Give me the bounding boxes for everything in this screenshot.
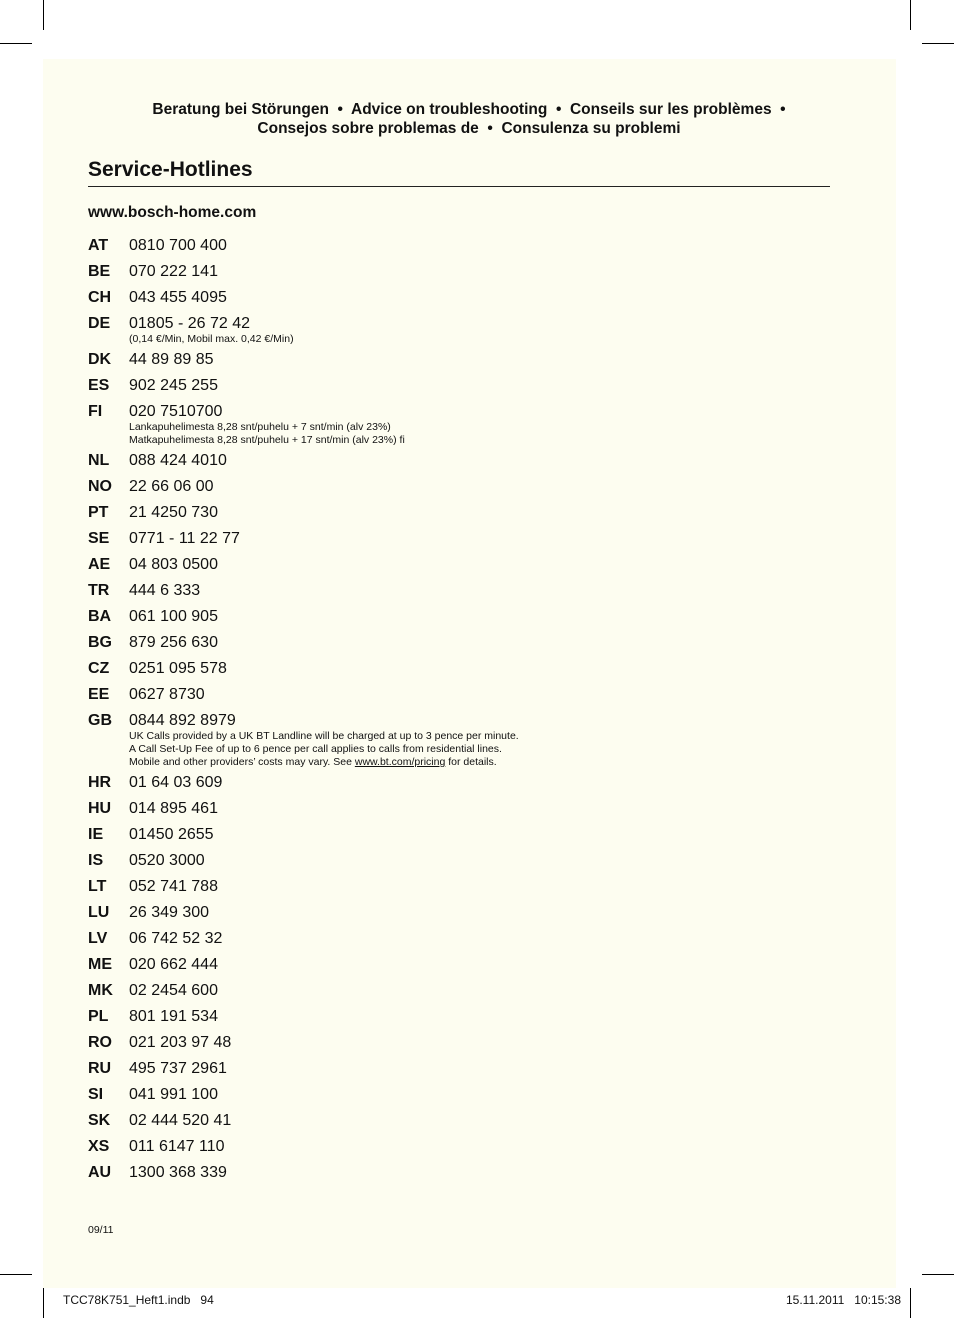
- hotline-row: [88, 774, 828, 795]
- hotline-row: [88, 1138, 828, 1159]
- country-code: RU: [88, 1060, 112, 1077]
- phone-number: 070 222 141: [129, 263, 218, 280]
- country-code: DE: [88, 315, 111, 332]
- phone-number: 0520 3000: [129, 852, 205, 869]
- country-code: PT: [88, 504, 109, 521]
- hotline-entry: [88, 556, 828, 577]
- note-line: Matkapuhelimesta 8,28 snt/puhelu + 17 snt/min (alv 23%) fi: [129, 434, 405, 446]
- hotline-note: [129, 333, 828, 346]
- hotline-row: [88, 478, 828, 499]
- crop-mark: [910, 0, 911, 30]
- country-code: ME: [88, 956, 112, 973]
- country-code: MK: [88, 982, 113, 999]
- phone-number: 1300 368 339: [129, 1164, 227, 1181]
- hotline-row: [88, 982, 828, 1003]
- crop-mark: [922, 1274, 954, 1275]
- hotline-row: [88, 956, 828, 977]
- phone-number: 444 6 333: [129, 582, 201, 599]
- hotline-row: [88, 686, 828, 707]
- crop-mark: [0, 43, 32, 44]
- hotline-entry: [88, 403, 828, 447]
- hotline-row: [88, 1112, 828, 1133]
- footer-file-info: TCC78K751_Heft1.indb 94: [63, 1293, 214, 1307]
- hotline-entry: [88, 289, 828, 310]
- hotline-entry: [88, 1086, 828, 1107]
- hotline-entry: [88, 478, 828, 499]
- hotline-entry: [88, 504, 828, 525]
- country-code: LU: [88, 904, 110, 921]
- website-link[interactable]: www.bosch-home.com: [88, 204, 257, 221]
- note-text: for details.: [445, 756, 497, 768]
- phone-number: 22 66 06 00: [129, 478, 214, 495]
- hotline-entry: [88, 852, 828, 873]
- phone-number: 04 803 0500: [129, 556, 218, 573]
- country-code: GB: [88, 712, 112, 729]
- country-code: HU: [88, 800, 112, 817]
- page-title: Service-Hotlines: [88, 158, 830, 187]
- hotline-row: [88, 878, 828, 899]
- hotline-entry: [88, 377, 828, 398]
- hotline-row: [88, 377, 828, 398]
- note-line: [129, 756, 828, 769]
- phone-number: 014 895 461: [129, 800, 218, 817]
- hotline-row: [88, 1164, 828, 1185]
- hotline-entry: [88, 660, 828, 681]
- phone-number: 06 742 52 32: [129, 930, 223, 947]
- note-text: Mobile and other providers’ costs may vary. See: [129, 756, 355, 768]
- hotline-row: [88, 452, 828, 473]
- country-code: AT: [88, 237, 109, 254]
- hotline-entry: [88, 1112, 828, 1133]
- phone-number: 043 455 4095: [129, 289, 227, 306]
- phone-number: 0251 095 578: [129, 660, 227, 677]
- country-code: SK: [88, 1112, 111, 1129]
- crop-mark: [910, 1288, 911, 1318]
- phone-number: 011 6147 110: [129, 1138, 225, 1155]
- date-code: 09/11: [88, 1224, 114, 1236]
- hotline-entry: [88, 686, 828, 707]
- phone-number: 020 662 444: [129, 956, 218, 973]
- hotline-row: [88, 904, 828, 925]
- country-code: NO: [88, 478, 112, 495]
- country-code: LT: [88, 878, 107, 895]
- country-code: RO: [88, 1034, 112, 1051]
- country-code: XS: [88, 1138, 110, 1155]
- hotline-entry: [88, 930, 828, 951]
- phone-number: 0627 8730: [129, 686, 205, 703]
- hotline-entry: [88, 351, 828, 372]
- phone-number: 088 424 4010: [129, 452, 227, 469]
- country-code: BE: [88, 263, 111, 280]
- hotline-row: [88, 582, 828, 603]
- phone-number: 0771 - 11 22 77: [129, 530, 240, 547]
- note-line: (0,14 €/Min, Mobil max. 0,42 €/Min): [129, 333, 294, 345]
- pricing-link[interactable]: www.bt.com/pricing: [354, 756, 446, 768]
- hotline-entry: [88, 263, 828, 284]
- country-code: NL: [88, 452, 110, 469]
- hotline-entry: [88, 1138, 828, 1159]
- hotline-row: [88, 504, 828, 525]
- hotline-row: [88, 237, 828, 258]
- header-line-2: Consejos sobre problemas de • Consulenza su problemi: [257, 120, 681, 137]
- phone-number: 495 737 2961: [129, 1060, 227, 1077]
- hotline-row: [88, 660, 828, 681]
- hotline-note: [129, 421, 828, 447]
- hotline-entry: [88, 452, 828, 473]
- country-code: SE: [88, 530, 110, 547]
- hotline-entry: [88, 904, 828, 925]
- hotline-row: [88, 289, 828, 310]
- country-code: LV: [88, 930, 108, 947]
- hotline-row: [88, 634, 828, 655]
- hotline-row: [88, 1034, 828, 1055]
- crop-mark: [43, 0, 44, 30]
- phone-number: 061 100 905: [129, 608, 218, 625]
- hotline-entry: [88, 315, 828, 346]
- hotline-entry: [88, 712, 828, 769]
- hotline-entry: [88, 634, 828, 655]
- country-code: AE: [88, 556, 111, 573]
- country-code: HR: [88, 774, 112, 791]
- hotline-entry: [88, 237, 828, 258]
- phone-number: 041 991 100: [129, 1086, 218, 1103]
- country-code: CH: [88, 289, 112, 306]
- country-code: IS: [88, 852, 104, 869]
- country-code: EE: [88, 686, 110, 703]
- crop-mark: [922, 43, 954, 44]
- phone-number: 020 7510700: [129, 403, 223, 420]
- phone-number: 26 349 300: [129, 904, 210, 921]
- hotline-row: [88, 826, 828, 847]
- phone-number: 879 256 630: [129, 634, 218, 651]
- hotline-entry: [88, 774, 828, 795]
- hotline-entry: [88, 608, 828, 629]
- phone-number: 44 89 89 85: [129, 351, 214, 368]
- note-line: A Call Set-Up Fee of up to 6 pence per call applies to calls from residential lines.: [129, 743, 502, 755]
- crop-mark: [0, 1274, 32, 1275]
- hotline-entry: [88, 530, 828, 551]
- hotline-entry: [88, 956, 828, 977]
- hotline-entry: [88, 982, 828, 1003]
- hotline-entry: [88, 878, 828, 899]
- country-code: AU: [88, 1164, 112, 1181]
- country-code: PL: [88, 1008, 109, 1025]
- country-code: IE: [88, 826, 104, 843]
- phone-number: 052 741 788: [129, 878, 218, 895]
- hotline-row: [88, 556, 828, 577]
- page-header: [60, 100, 878, 138]
- hotline-list: [88, 237, 828, 1190]
- footer-timestamp: 15.11.2011 10:15:38: [786, 1293, 901, 1307]
- phone-number: 801 191 534: [129, 1008, 218, 1025]
- hotline-row: [88, 263, 828, 284]
- hotline-row: [88, 608, 828, 629]
- country-code: TR: [88, 582, 110, 599]
- hotline-entry: [88, 582, 828, 603]
- country-code: DK: [88, 351, 112, 368]
- crop-mark: [43, 1288, 44, 1318]
- phone-number: 02 444 520 41: [129, 1112, 232, 1129]
- country-code: FI: [88, 403, 103, 420]
- phone-number: 01805 - 26 72 42: [129, 315, 250, 332]
- hotline-row: [88, 530, 828, 551]
- hotline-entry: [88, 1008, 828, 1029]
- header-line-1: Beratung bei Störungen • Advice on troubleshooting • Conseils sur les problèmes •: [152, 101, 786, 118]
- country-code: BG: [88, 634, 112, 651]
- hotline-entry: [88, 826, 828, 847]
- phone-number: 902 245 255: [129, 377, 218, 394]
- country-code: BA: [88, 608, 112, 625]
- phone-number: 021 203 97 48: [129, 1034, 232, 1051]
- hotline-row: [88, 1008, 828, 1029]
- country-code: CZ: [88, 660, 110, 677]
- phone-number: 0844 892 8979: [129, 712, 236, 729]
- note-line: UK Calls provided by a UK BT Landline will be charged at up to 3 pence per minute.: [129, 730, 519, 742]
- hotline-row: [88, 930, 828, 951]
- hotline-row: [88, 800, 828, 821]
- hotline-entry: [88, 1164, 828, 1185]
- note-line: Lankapuhelimesta 8,28 snt/puhelu + 7 snt/min (alv 23%): [129, 421, 391, 433]
- hotline-entry: [88, 1060, 828, 1081]
- country-code: ES: [88, 377, 110, 394]
- hotline-note: [129, 730, 828, 769]
- hotline-entry: [88, 1034, 828, 1055]
- hotline-row: [88, 351, 828, 372]
- phone-number: 01 64 03 609: [129, 774, 223, 791]
- country-code: SI: [88, 1086, 104, 1103]
- phone-number: 02 2454 600: [129, 982, 218, 999]
- hotline-entry: [88, 800, 828, 821]
- hotline-row: [88, 852, 828, 873]
- hotline-row: [88, 1086, 828, 1107]
- phone-number: 01450 2655: [129, 826, 214, 843]
- hotline-row: [88, 1060, 828, 1081]
- phone-number: 0810 700 400: [129, 237, 227, 254]
- phone-number: 21 4250 730: [129, 504, 218, 521]
